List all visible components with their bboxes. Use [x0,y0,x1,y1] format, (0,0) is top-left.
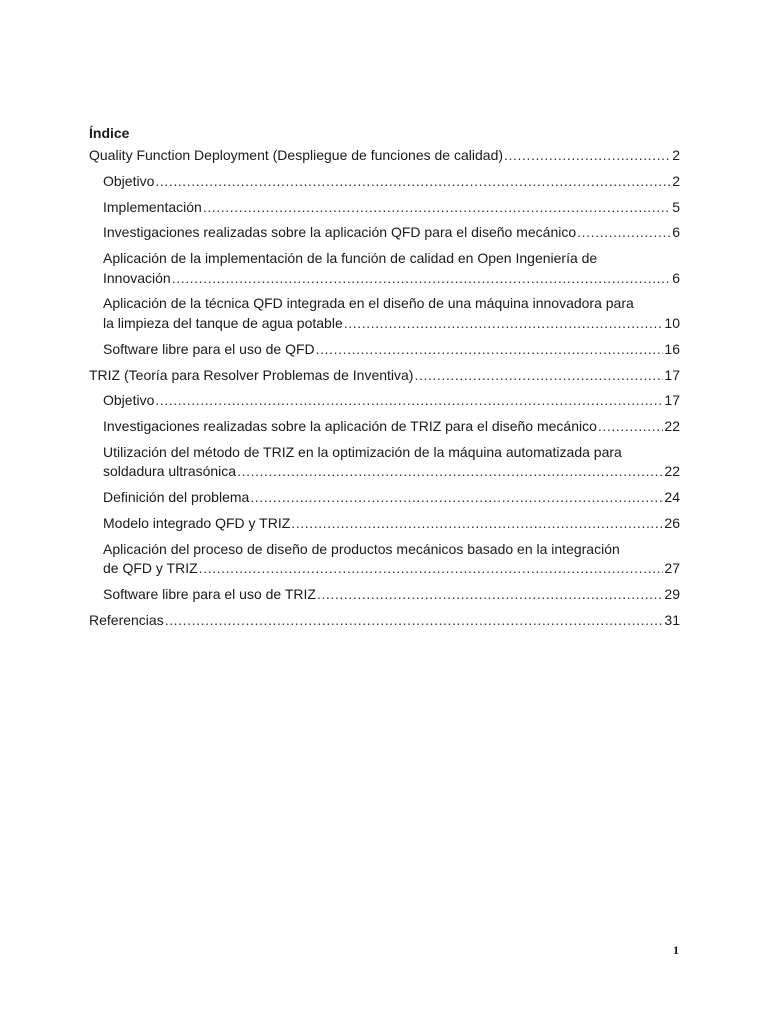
toc-entry[interactable] [89,366,680,386]
toc-entry-text: soldadura ultrasónica [103,463,237,480]
toc-entry-page-number: 29 [664,586,680,603]
toc-entry-page-number: 22 [664,418,680,435]
toc-entry-text: Software libre para el uso de TRIZ [103,586,316,603]
toc-dot-leader [577,223,671,243]
toc-dot-leader [598,417,664,437]
toc-dot-leader [504,146,671,166]
toc-entry-page-number: 10 [664,314,680,331]
toc-entry-line [103,172,680,192]
toc-entry[interactable] [89,223,680,243]
toc-entry-page-number: 5 [672,198,680,215]
toc-entry-line [103,514,680,534]
toc-entry-page-number: 22 [664,463,680,480]
page-number: 1 [673,943,679,957]
toc-entry-page-number: 31 [664,611,680,628]
toc-entry[interactable] [89,391,680,411]
toc-entry-text: Modelo integrado QFD y TRIZ [103,515,291,532]
toc-dot-leader [237,462,663,482]
toc-entry-line [103,462,680,482]
toc-entry-page-number: 17 [664,366,680,383]
toc-entry[interactable] [89,294,680,333]
toc-dot-leader [250,488,663,508]
toc-entry-page-number: 6 [672,224,680,241]
toc-entry-text: Investigaciones realizadas sobre la aplicación de TRIZ para el diseño mecánico [103,418,597,435]
toc-dot-leader [155,172,671,192]
toc-entry-line [103,417,680,437]
toc-entry-page-number: 2 [672,172,680,189]
toc-dot-leader [199,559,664,579]
toc-entry-text: TRIZ (Teoría para Resolver Problemas de Inventiva) [89,366,414,383]
toc-entry[interactable] [89,172,680,192]
toc-entry[interactable] [89,488,680,508]
toc-entry-line [103,488,680,508]
toc-entry[interactable] [89,340,680,360]
toc-entry-text: Objetivo [103,172,155,189]
toc-entry[interactable] [89,249,680,288]
toc-dot-leader [203,198,671,218]
toc-dot-leader [344,314,664,334]
toc-dot-leader [165,611,664,631]
toc-entry-line [103,559,680,579]
toc-entry-lead-text: Aplicación del proceso de diseño de productos mecánicos basado en la integración [103,540,620,557]
toc-dot-leader [414,366,663,386]
toc-entry[interactable] [89,611,680,631]
toc-entry-line [103,340,680,360]
toc-dot-leader [316,340,664,360]
toc-entry-text: de QFD y TRIZ [103,560,198,577]
toc-entry-line [103,269,680,289]
toc-title: Índice [89,125,130,141]
toc-entry-line [103,391,680,411]
toc-entry-text: la limpieza del tanque de agua potable [103,314,343,331]
toc-entry-page-number: 2 [672,147,680,163]
toc-entries [89,146,680,630]
toc-entry[interactable] [89,514,680,534]
toc-entry-text: Definición del problema [103,489,250,506]
toc-entry-page-number: 27 [664,560,680,577]
toc-dot-leader [291,514,663,534]
toc-entry-page-number: 17 [664,392,680,409]
toc-entry-lead-text: Utilización del método de TRIZ en la optimización de la máquina automatizada para [103,443,622,460]
toc-entry-page-number: 6 [672,269,680,286]
toc-entry-text: Investigaciones realizadas sobre la aplicación QFD para el diseño mecánico [103,224,577,241]
toc-entry-text: Innovación [103,269,171,286]
toc-entry[interactable] [89,198,680,218]
toc-dot-leader [172,269,671,289]
toc-entry-line [89,366,680,386]
toc-entry-lead-text: Aplicación de la técnica QFD integrada en el diseño de una máquina innovadora para [103,295,634,312]
toc-entry-text: Referencias [89,611,164,628]
toc-entry-page-number: 24 [664,489,680,506]
toc-entry-line [103,223,680,243]
toc-dot-leader [317,585,663,605]
table-of-contents [89,124,680,637]
toc-entry[interactable] [89,540,680,579]
toc-entry-text: Quality Function Deployment (Despliegue de funciones de calidad) [89,147,504,163]
toc-entry-text: Implementación [103,198,202,215]
toc-entry[interactable] [89,417,680,437]
toc-entry-line [103,585,680,605]
toc-entry-page-number: 16 [664,340,680,357]
toc-entry-text: Software libre para el uso de QFD [103,340,315,357]
toc-entry-page-number: 26 [664,515,680,532]
toc-entry-text: Objetivo [103,392,155,409]
toc-entry-line [89,611,680,631]
toc-entry[interactable] [89,585,680,605]
toc-entry-line [103,314,680,334]
toc-entry-line [103,198,680,218]
toc-entry-lead-text: Aplicación de la implementación de la función de calidad en Open Ingeniería de [103,250,598,267]
toc-entry[interactable] [89,146,680,166]
toc-entry[interactable] [89,443,680,482]
toc-dot-leader [155,391,663,411]
toc-entry-line [89,146,680,166]
